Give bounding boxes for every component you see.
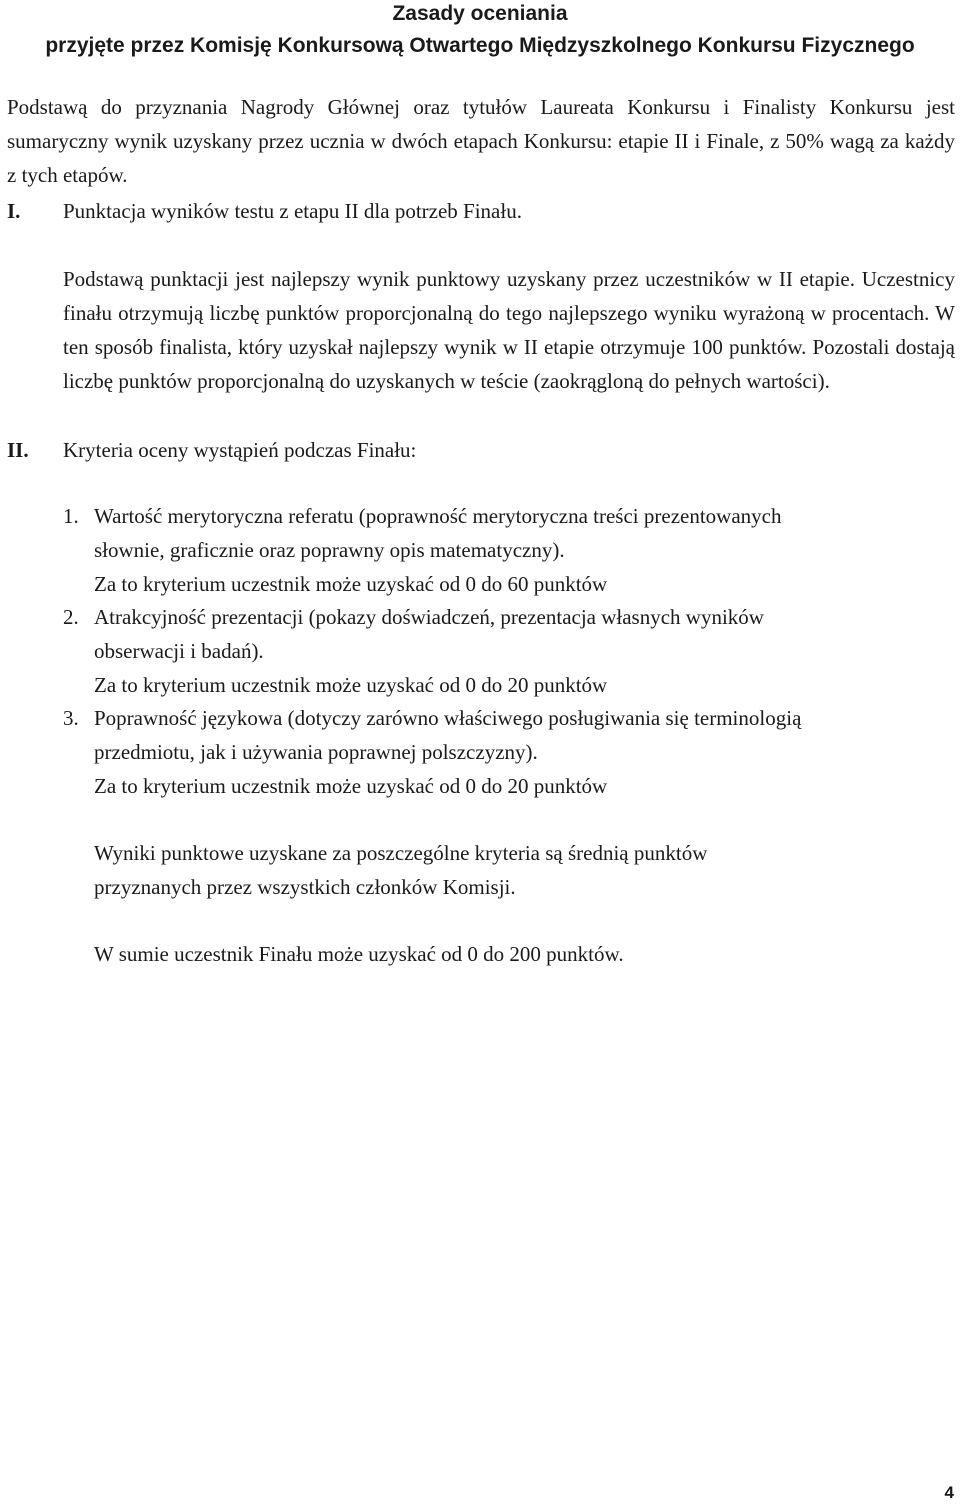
criterion-description-cont: słownie, graficznie oraz poprawny opis matematyczny). <box>94 538 565 562</box>
criterion-points: Za to kryterium uczestnik może uzyskać od 0 do 20 punktów <box>94 673 608 697</box>
section-1-number: I. <box>7 199 21 223</box>
section-1-heading <box>7 194 522 228</box>
document-title: Zasady oceniania <box>392 2 568 25</box>
scoring-note-line: przyznanych przez wszystkich członków Komisji. <box>94 875 516 899</box>
criterion-description: Poprawność językowa (dotyczy zarówno właściwego posługiwania się terminologią <box>94 706 802 730</box>
criterion-number: 2. <box>63 605 79 629</box>
criterion-points: Za to kryterium uczestnik może uzyskać od 0 do 20 punktów <box>94 774 608 798</box>
criterion-description-cont: przedmiotu, jak i używania poprawnej polszczyzny). <box>94 740 538 764</box>
document-subtitle: przyjęte przez Komisję Konkursową Otwartego Międzyszkolnego Konkursu Fizycznego <box>45 34 915 57</box>
page-number: 4 <box>944 1483 954 1502</box>
scoring-note-line: Wyniki punktowe uzyskane za poszczególne kryteria są średnią punktów <box>94 841 708 865</box>
criterion-description: Atrakcyjność prezentacji (pokazy doświadczeń, prezentacja własnych wyników <box>94 605 764 629</box>
section-2-heading <box>7 433 416 467</box>
scoring-note <box>94 836 944 904</box>
criterion-number: 1. <box>63 504 79 528</box>
criterion-points: Za to kryterium uczestnik może uzyskać od 0 do 60 punktów <box>94 572 608 596</box>
section-1-title: Punktacja wyników testu z etapu II dla potrzeb Finału. <box>63 199 522 223</box>
section-2-title: Kryteria oceny wystąpień podczas Finału: <box>63 438 417 462</box>
criterion-description-cont: obserwacji i badań). <box>94 639 264 663</box>
section-1-paragraph: Podstawą punktacji jest najlepszy wynik punktowy uzyskany przez uczestników w II etapie. Uczestnicy finału otrzymują liczbę punktów proporcjonalną do tego najlepszego wyniku wyrażoną w procentach. W ten sposób finalista, który uzyskał najlepszy wynik w II etapie otrzymuje 100 punktów. Pozostali dostają liczbę punktów proporcjonalną do uzyskanych w teście (zaokrągloną do pełnych wartości). <box>63 267 955 393</box>
section-2-number: II. <box>7 438 29 462</box>
total-points-summary: W sumie uczestnik Finału może uzyskać od 0 do 200 punktów. <box>94 942 624 966</box>
criterion-description: Wartość merytoryczna referatu (poprawność merytoryczna treści prezentowanych <box>94 504 782 528</box>
criterion-number: 3. <box>63 706 79 730</box>
intro-paragraph: Podstawą do przyznania Nagrody Głównej oraz tytułów Laureata Konkursu i Finalisty Konkursu jest sumaryczny wynik uzyskany przez ucznia w dwóch etapach Konkursu: etapie II i Finale, z 50% wagą za każdy z tych etapów. <box>7 95 955 187</box>
